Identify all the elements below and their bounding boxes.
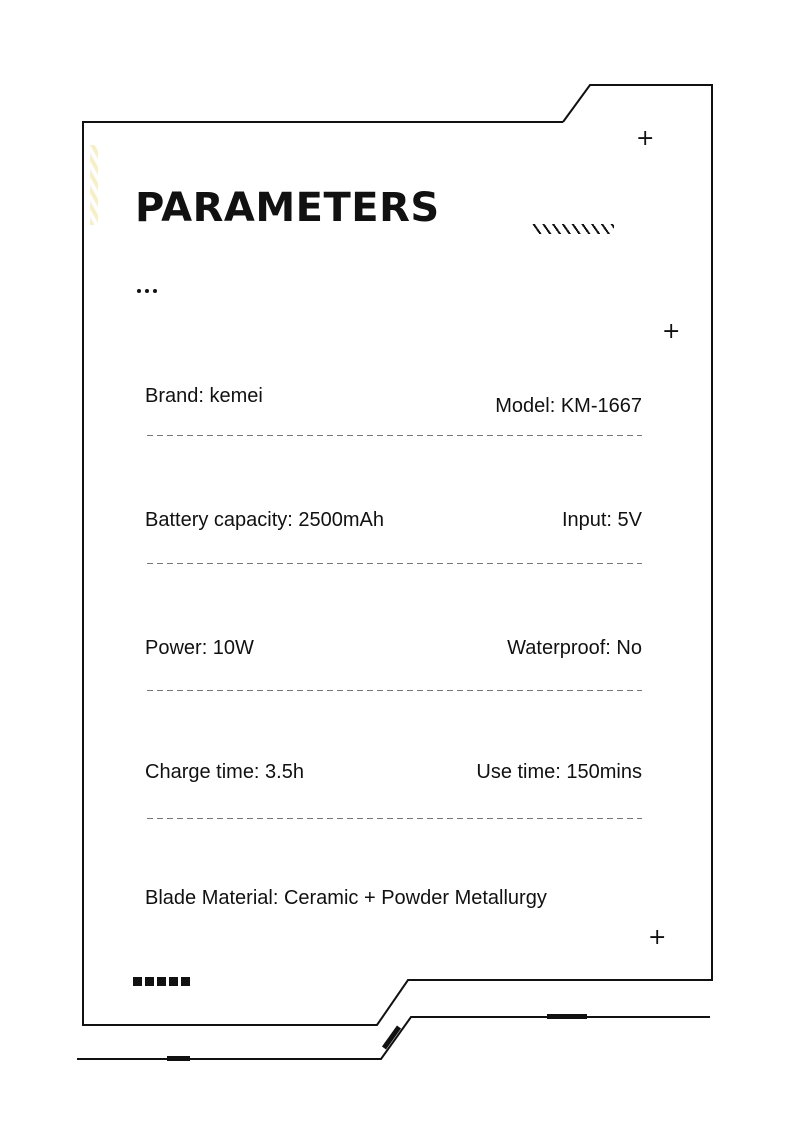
param-brand: Brand: kemei <box>145 385 263 407</box>
row-divider <box>147 563 642 564</box>
row-divider <box>147 435 642 436</box>
param-row-battery <box>145 508 642 568</box>
block-decoration <box>133 973 193 991</box>
plus-icon: + <box>636 126 655 151</box>
param-charge-time: Charge time: 3.5h <box>145 761 304 783</box>
param-power: Power: 10W <box>145 637 254 659</box>
plus-icon: + <box>662 319 681 344</box>
ellipsis-dots-icon <box>137 280 161 298</box>
page-title: PARAMETERS <box>135 185 440 231</box>
accent-bar-right <box>547 1014 587 1019</box>
param-row-power <box>145 636 642 696</box>
row-divider <box>147 690 642 691</box>
param-row-charge <box>145 760 642 820</box>
hatch-decoration <box>532 224 614 234</box>
param-battery-capacity: Battery capacity: 2500mAh <box>145 509 385 531</box>
param-waterproof: Waterproof: No <box>507 637 642 659</box>
param-use-time: Use time: 150mins <box>476 761 642 783</box>
accent-bar-left <box>167 1056 190 1061</box>
param-row-blade <box>145 886 642 946</box>
row-divider <box>147 818 642 819</box>
stripe-decoration <box>90 145 98 225</box>
param-blade-material: Blade Material: Ceramic + Powder Metallurgy <box>145 887 547 909</box>
param-model: Model: KM-1667 <box>495 395 642 417</box>
plus-icon: + <box>648 925 667 950</box>
param-input: Input: 5V <box>561 509 642 531</box>
